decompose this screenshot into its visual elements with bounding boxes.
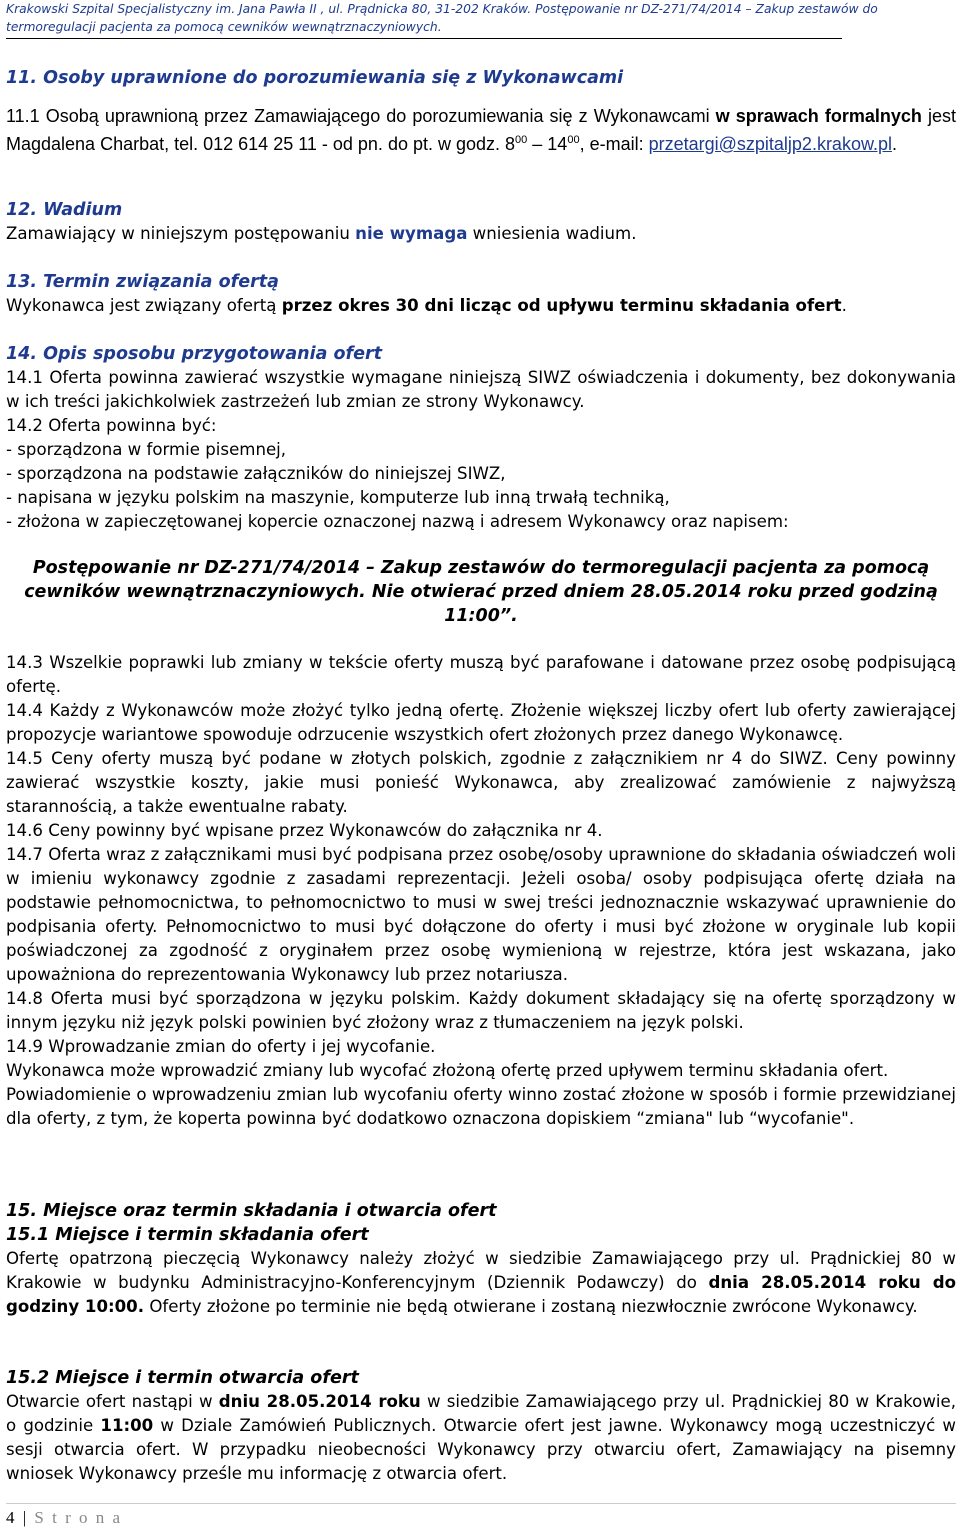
list-item: - napisana w języku polskim na maszynie, komputerze lub inną trwałą techniką, [6,488,670,507]
email-link[interactable]: przetargi@szpitaljp2.krakow.pl [648,134,892,154]
list-item: - sporządzona na podstawie załączników do niniejszej SIWZ, [6,464,506,483]
page-number: 4 | [6,1508,35,1527]
section-13-text: Wykonawca jest związany ofertą przez okres 30 dni licząc od upływu terminu składania ofert. [6,296,847,315]
section-15-1-title: 15.1 Miejsce i termin składania ofert [6,1225,369,1245]
para-14-10: Wykonawca może wprowadzić zmiany lub wycofać złożoną ofertę przed upływem terminu składania ofert. [6,1061,889,1080]
page-header: Krakowski Szpital Specjalistyczny im. Jana Pawła II , ul. Prądnicka 80, 31-202 Kraków. Postępowanie nr DZ-271/74/2014 – Zakup zestawów do termoregulacji pacjenta za pomocą cewników wewnątrznaczyniowych. [6,2,878,34]
section-12-text: Zamawiający w niniejszym postępowaniu nie wymaga wniesienia wadium. [6,224,637,243]
list-item: - sporządzona w formie pisemnej, [6,440,287,459]
section-11-paragraph: 11.1 Osobą uprawnioną przez Zamawiającego do porozumiewania się z Wykonawcami w sprawach formalnych jest Magdalena Charbat, tel. 012 614 25 11 - od pn. do pt. w godz. $8^{00} - 14^{00}$, e-mail: przetargi@szpitaljp2.krakow.pl. [6,106,956,154]
para-14-11: Powiadomienie o wprowadzeniu zmian lub wycofaniu oferty winno zostać złożone w sposób i formie przewidzianej dla oferty, z tym, że koperta powinna być dodatkowo oznaczona dopiskiem “zmiana" lub “wycofanie". [6,1085,956,1128]
section-14-body [6,366,956,534]
section-15-2-text: Otwarcie ofert nastąpi w dniu 28.05.2014 roku w siedzibie Zamawiającego przy ul. Prądnickiej 80 w Krakowie, o godzinie 11:00 w Dziale Zamówień Publicznych. Otwarcie ofert jest jawne. Wykonawcy mogą uczestniczyć w sesji otwarcia ofert. W przypadku nieobecności Wykonawcy przy otwarciu ofert, Zamawiający na pisemny wniosek Wykonawcy prześle mu informację z otwarcia ofert. [6,1392,957,1483]
section-15-2-title: 15.2 Miejsce i termin otwarcia ofert [6,1368,359,1388]
list-item: - złożona w zapieczętowanej kopercie oznaczonej nazwą i adresem Wykonawcy oraz napisem: [6,512,789,531]
para-14-5: 14.5 Ceny oferty muszą być podane w złotych polskich, zgodnie z załącznikiem nr 4 do SIWZ. Ceny powinny zawierać wszystkie koszty, jakie musi ponieść Wykonawca, aby zrealizować zamówienie z najwyższą starannością, a także ewentualne rabaty. [6,749,956,816]
para-14-9: 14.9 Wprowadzanie zmian do oferty i jej wycofanie. [6,1037,436,1056]
section-12-title: 12. Wadium [6,200,123,220]
section-15-title: 15. Miejsce oraz termin składania i otwarcia ofert [6,1201,497,1221]
para-14-7: 14.7 Oferta wraz z załącznikami musi być podpisana przez osobę/osoby uprawnione do składania oświadczeń woli w imieniu wykonawcy zgodnie z zasadami reprezentacji. Jeżeli osoba/ osoby podpisująca ofertę działa na podstawie pełnomocnictwa, to pełnomocnictwo to musi w swej treści jednoznacznie wskazywać uprawnienie do podpisania oferty. Pełnomocnictwo to musi być dołączone do oferty i musi być złożone w oryginale lub kopii poświadczonej za zgodność z oryginałem przez osobę wymienioną w rejestrze, która jest wskazana, jako upoważniona do reprezentowania Wykonawcy lub przez notariusza. [6,845,956,984]
section-13-title: 13. Termin związania ofertą [6,272,279,292]
section-14-title: 14. Opis sposobu przygotowania ofert [6,344,383,364]
page-label: S t r o n a [34,1508,123,1527]
section-11-title: 11. Osoby uprawnione do porozumiewania się z Wykonawcami [6,68,624,88]
para-14-2: 14.2 Oferta powinna być: [6,416,217,435]
para-14-6: 14.6 Ceny powinny być wpisane przez Wykonawców do załącznika nr 4. [6,821,603,840]
header-rule [6,38,842,39]
para-14-4: 14.4 Każdy z Wykonawców może złożyć tylko jedną ofertę. Złożenie większej liczby ofert lub oferty zawierającej propozycje wariantowe spowoduje odrzucenie wszystkich ofert złożonych przez danego Wykonawcę. [6,701,956,744]
para-14-1: 14.1 Oferta powinna zawierać wszystkie wymagane niniejszą SIWZ oświadczenia i dokumenty, bez dokonywania w ich treści jakichkolwiek zastrzeżeń lub zmian ze strony Wykonawcy. [6,368,956,411]
section-14-body-cont [6,651,956,1131]
para-14-3: 14.3 Wszelkie poprawki lub zmiany w tekście oferty muszą być parafowane i datowane przez osobę podpisującą ofertę. [6,653,956,696]
section-15-1-text: Ofertę opatrzoną pieczęcią Wykonawcy należy złożyć w siedzibie Zamawiającego przy ul. Prądnickiej 80 w Krakowie w budynku Administracyjno-Konferencyjnym (Dziennik Podawczy) do dnia 28.05.2014 roku do godziny 10:00. Oferty złożone po terminie nie będą otwierane i zostaną niezwłocznie zwrócone Wykonawcy. [6,1249,957,1316]
envelope-label: Postępowanie nr DZ-271/74/2014 – Zakup zestawów do termoregulacji pacjenta za pomocą cewników wewnątrznaczyniowych. Nie otwierać przed dniem 28.05.2014 roku przed godziną 11:00”. [24,558,938,626]
page-footer [6,1508,122,1528]
para-14-8: 14.8 Oferta musi być sporządzona w języku polskim. Każdy dokument składający się na ofertę sporządzony w innym języku niż język polski powinien być złożony wraz z tłumaczeniem na język polski. [6,989,956,1032]
footer-rule [6,1503,956,1504]
